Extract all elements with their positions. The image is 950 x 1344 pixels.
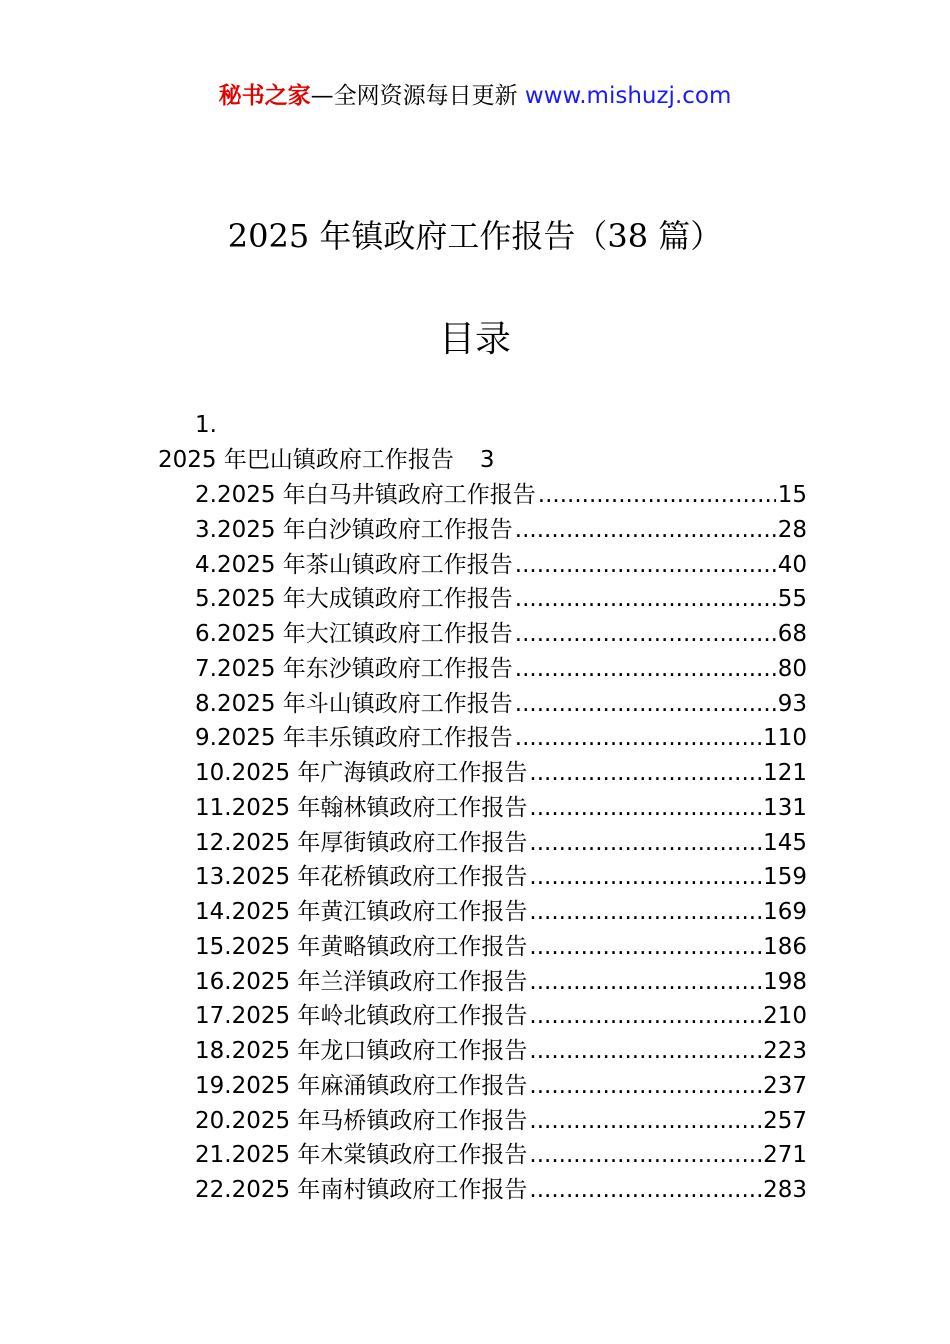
toc-item-page: 121 xyxy=(763,760,807,786)
toc-item-title: 15.2025 年黄略镇政府工作报告 xyxy=(195,933,528,960)
toc-list xyxy=(195,478,807,1208)
toc-item-title: 10.2025 年广海镇政府工作报告 xyxy=(195,760,528,786)
toc-item[interactable] xyxy=(195,478,807,513)
toc-item-title: 9.2025 年丰乐镇政府工作报告 xyxy=(195,725,513,752)
toc-dot-leader xyxy=(515,721,761,756)
toc-item[interactable] xyxy=(195,513,807,548)
brand-name: 秘书之家 xyxy=(218,83,311,109)
toc-dot-leader xyxy=(529,1138,761,1173)
toc-item[interactable] xyxy=(195,930,807,965)
tagline: —全网资源每日更新 xyxy=(310,83,525,109)
toc-item-page: 237 xyxy=(763,1072,807,1099)
toc-item[interactable] xyxy=(195,860,807,895)
toc-dot-leader xyxy=(515,548,776,583)
header-banner xyxy=(0,80,950,112)
toc-item-page: 28 xyxy=(777,516,807,543)
toc-item[interactable] xyxy=(195,826,807,861)
toc-item-title: 6.2025 年大江镇政府工作报告 xyxy=(195,621,513,647)
toc-dot-leader xyxy=(529,999,761,1034)
toc-dot-leader xyxy=(515,617,776,652)
toc-item-page: 145 xyxy=(763,829,807,856)
toc-dot-leader xyxy=(538,478,776,513)
toc-item-page: 223 xyxy=(763,1038,807,1064)
toc-dot-leader xyxy=(529,965,761,1000)
toc-item-page: 15 xyxy=(777,482,807,508)
toc-item-title: 13.2025 年花桥镇政府工作报告 xyxy=(195,864,528,891)
toc-dot-leader xyxy=(515,513,776,548)
toc-item-number: 1. xyxy=(195,412,217,438)
toc-item-title: 2.2025 年白马井镇政府工作报告 xyxy=(195,482,536,508)
site-url-link[interactable]: www.mishuzj.com xyxy=(524,83,732,109)
toc-item-title: 2025 年巴山镇政府工作报告 xyxy=(158,447,454,473)
toc-item-title: 7.2025 年东沙镇政府工作报告 xyxy=(195,655,513,682)
toc-item-title: 18.2025 年龙口镇政府工作报告 xyxy=(195,1038,528,1064)
toc-item-title: 3.2025 年白沙镇政府工作报告 xyxy=(195,516,513,543)
toc-item[interactable] xyxy=(195,617,807,652)
toc-dot-leader xyxy=(529,1104,761,1139)
toc-dot-leader xyxy=(515,652,776,687)
toc-item-title: 5.2025 年大成镇政府工作报告 xyxy=(195,586,513,613)
toc-item-title: 16.2025 年兰洋镇政府工作报告 xyxy=(195,968,528,995)
toc-dot-leader xyxy=(529,791,761,826)
toc-item-page: 68 xyxy=(777,621,807,647)
toc-item-page: 271 xyxy=(763,1142,807,1169)
toc-item[interactable] xyxy=(195,999,807,1034)
toc-item-page: 110 xyxy=(763,725,807,752)
toc-item[interactable] xyxy=(195,582,807,617)
toc-item-page: 283 xyxy=(763,1177,807,1203)
toc-item[interactable] xyxy=(195,895,807,930)
toc-item[interactable] xyxy=(195,965,807,1000)
toc-item[interactable] xyxy=(195,1104,807,1139)
toc-item-title: 11.2025 年翰林镇政府工作报告 xyxy=(195,794,528,821)
toc-dot-leader xyxy=(529,756,761,791)
toc-item[interactable] xyxy=(195,1173,807,1208)
toc-item[interactable] xyxy=(195,1138,807,1173)
toc-item-title: 22.2025 年南村镇政府工作报告 xyxy=(195,1177,528,1203)
toc-item-title: 21.2025 年木棠镇政府工作报告 xyxy=(195,1142,528,1169)
document-title: 2025 年镇政府工作报告（38 篇） xyxy=(227,217,723,255)
toc-dot-leader xyxy=(529,930,761,965)
toc-item[interactable] xyxy=(195,652,807,687)
toc-dot-leader xyxy=(529,826,761,861)
toc-item-title: 17.2025 年岭北镇政府工作报告 xyxy=(195,1003,528,1030)
toc-item[interactable] xyxy=(195,791,807,826)
toc-item-page: 186 xyxy=(763,933,807,960)
toc-item-page: 159 xyxy=(763,864,807,891)
toc-heading: 目录 xyxy=(438,319,511,360)
toc-dot-leader xyxy=(515,687,776,722)
toc-dot-leader xyxy=(529,860,761,895)
toc-dot-leader xyxy=(529,1173,761,1208)
toc-item-page: 210 xyxy=(763,1003,807,1030)
toc-item-page: 198 xyxy=(763,968,807,995)
toc-item-page: 40 xyxy=(777,551,807,578)
toc-item[interactable] xyxy=(195,1034,807,1069)
toc-dot-leader xyxy=(529,1069,761,1104)
toc-item-title: 12.2025 年厚街镇政府工作报告 xyxy=(195,829,528,856)
toc-dot-leader xyxy=(529,895,761,930)
toc-item-title: 4.2025 年茶山镇政府工作报告 xyxy=(195,551,513,578)
toc-item-page: 93 xyxy=(777,690,807,717)
toc-item-title: 20.2025 年马桥镇政府工作报告 xyxy=(195,1107,528,1134)
toc-item-page: 169 xyxy=(763,899,807,925)
toc-item-page: 55 xyxy=(777,586,807,613)
toc-item-first[interactable] xyxy=(158,443,495,477)
toc-item-title: 19.2025 年麻涌镇政府工作报告 xyxy=(195,1072,528,1099)
toc-item-title: 14.2025 年黄江镇政府工作报告 xyxy=(195,899,528,925)
toc-item-page: 257 xyxy=(763,1107,807,1134)
toc-item-page: 131 xyxy=(763,794,807,821)
toc-item[interactable] xyxy=(195,756,807,791)
toc-item-title: 8.2025 年斗山镇政府工作报告 xyxy=(195,690,513,717)
toc-dot-leader xyxy=(529,1034,761,1069)
toc-item[interactable] xyxy=(195,548,807,583)
toc-dot-leader xyxy=(515,582,776,617)
toc-item[interactable] xyxy=(195,721,807,756)
toc-item-page: 3 xyxy=(479,447,495,473)
toc-item[interactable] xyxy=(195,687,807,722)
toc-item-page: 80 xyxy=(777,655,807,682)
toc-item[interactable] xyxy=(195,1069,807,1104)
